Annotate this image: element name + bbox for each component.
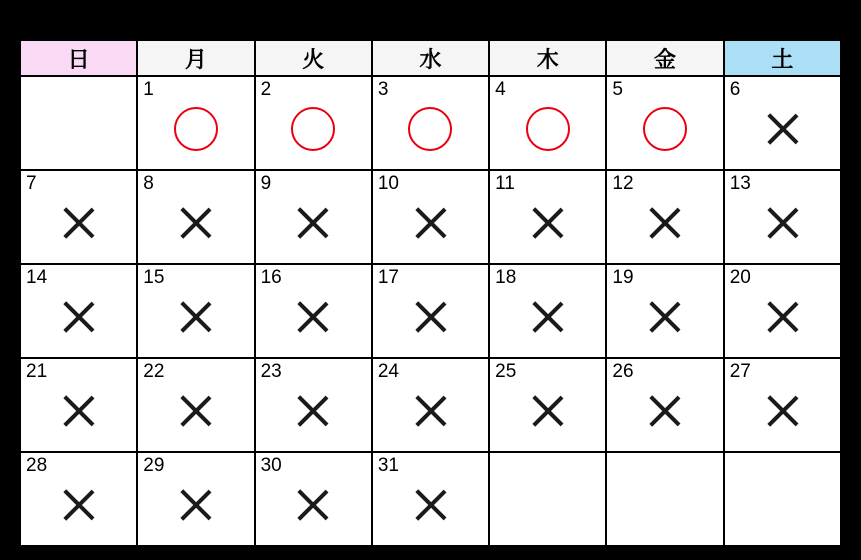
day-number: 19 <box>612 267 634 288</box>
calendar-day-cell[interactable] <box>255 76 372 170</box>
day-number: 28 <box>26 455 48 476</box>
weekday-header-6: 土 <box>724 40 841 76</box>
day-number: 14 <box>26 267 48 288</box>
day-mark <box>138 479 253 535</box>
day-mark <box>725 291 840 347</box>
circle-icon <box>526 107 570 151</box>
calendar-week-row <box>20 452 841 546</box>
calendar-day-cell[interactable] <box>137 452 254 546</box>
calendar-week-row <box>20 358 841 452</box>
day-mark <box>373 103 488 159</box>
cross-icon <box>760 295 804 339</box>
weekday-header-0: 日 <box>20 40 137 76</box>
calendar-day-cell[interactable] <box>372 358 489 452</box>
circle-icon <box>643 107 687 151</box>
day-mark <box>138 197 253 253</box>
calendar-table <box>19 39 842 547</box>
day-mark <box>490 103 605 159</box>
calendar-cell-empty <box>606 452 723 546</box>
cross-icon <box>526 295 570 339</box>
day-number: 23 <box>260 361 282 382</box>
cross-icon <box>57 201 101 245</box>
calendar-day-cell[interactable] <box>20 264 137 358</box>
cross-icon <box>526 201 570 245</box>
cross-icon <box>760 201 804 245</box>
calendar-container <box>19 39 842 547</box>
cross-icon <box>57 295 101 339</box>
cross-icon <box>643 201 687 245</box>
calendar-header-row <box>20 40 841 76</box>
day-mark <box>138 291 253 347</box>
calendar-day-cell[interactable] <box>137 358 254 452</box>
calendar-day-cell[interactable] <box>137 264 254 358</box>
cross-icon <box>408 389 452 433</box>
day-mark <box>138 385 253 441</box>
cross-icon <box>408 483 452 527</box>
calendar-cell-empty <box>724 452 841 546</box>
weekday-header-3: 水 <box>372 40 489 76</box>
day-number: 2 <box>260 79 272 100</box>
cross-icon <box>57 483 101 527</box>
calendar-day-cell[interactable] <box>255 264 372 358</box>
day-mark <box>21 385 136 441</box>
calendar-week-row <box>20 264 841 358</box>
circle-icon <box>291 107 335 151</box>
cross-icon <box>643 389 687 433</box>
day-number: 16 <box>260 267 282 288</box>
calendar-day-cell[interactable] <box>724 264 841 358</box>
day-number: 15 <box>143 267 165 288</box>
day-number: 13 <box>729 173 751 194</box>
cross-icon <box>760 107 804 151</box>
day-mark <box>256 479 371 535</box>
day-mark <box>373 479 488 535</box>
calendar-day-cell[interactable] <box>724 170 841 264</box>
day-mark <box>138 103 253 159</box>
day-number: 4 <box>495 79 506 100</box>
calendar-day-cell[interactable] <box>255 170 372 264</box>
cross-icon <box>291 201 335 245</box>
day-mark <box>373 197 488 253</box>
calendar-day-cell[interactable] <box>137 170 254 264</box>
day-number: 7 <box>26 173 37 194</box>
cross-icon <box>291 389 335 433</box>
day-number: 26 <box>612 361 634 382</box>
day-number: 20 <box>729 267 751 288</box>
day-number: 25 <box>495 361 517 382</box>
day-number: 12 <box>612 173 634 194</box>
day-number: 31 <box>377 455 399 476</box>
calendar-day-cell[interactable] <box>137 76 254 170</box>
day-mark <box>21 291 136 347</box>
day-number: 18 <box>495 267 517 288</box>
cross-icon <box>57 389 101 433</box>
calendar-day-cell[interactable] <box>606 76 723 170</box>
cross-icon <box>291 483 335 527</box>
day-mark <box>256 385 371 441</box>
cross-icon <box>643 295 687 339</box>
cross-icon <box>174 483 218 527</box>
cross-icon <box>291 295 335 339</box>
day-number: 27 <box>729 361 751 382</box>
day-mark <box>256 291 371 347</box>
day-number: 3 <box>377 79 389 100</box>
day-number: 10 <box>377 173 399 194</box>
calendar-day-cell[interactable] <box>489 358 606 452</box>
day-mark <box>725 103 840 159</box>
calendar-body <box>20 76 841 546</box>
day-number: 29 <box>143 455 165 476</box>
calendar-day-cell[interactable] <box>489 264 606 358</box>
calendar-day-cell[interactable] <box>489 76 606 170</box>
day-number: 6 <box>729 79 741 100</box>
calendar-cell-empty <box>20 76 137 170</box>
cross-icon <box>408 295 452 339</box>
day-mark <box>373 291 488 347</box>
calendar-day-cell[interactable] <box>372 170 489 264</box>
day-mark <box>256 103 371 159</box>
day-mark <box>725 385 840 441</box>
calendar-week-row <box>20 76 841 170</box>
day-number: 22 <box>143 361 165 382</box>
day-mark <box>607 385 722 441</box>
cross-icon <box>174 201 218 245</box>
weekday-header-1: 月 <box>137 40 254 76</box>
cross-icon <box>526 389 570 433</box>
day-mark <box>21 479 136 535</box>
calendar-day-cell[interactable] <box>255 452 372 546</box>
day-mark <box>21 197 136 253</box>
day-number: 11 <box>495 173 515 194</box>
calendar-day-cell[interactable] <box>606 264 723 358</box>
day-number: 5 <box>612 79 623 100</box>
cross-icon <box>174 389 218 433</box>
calendar-day-cell[interactable] <box>606 170 723 264</box>
day-mark <box>725 197 840 253</box>
day-number: 9 <box>260 173 272 194</box>
circle-icon <box>408 107 452 151</box>
circle-icon <box>174 107 218 151</box>
cross-icon <box>760 389 804 433</box>
day-number: 1 <box>143 79 154 100</box>
day-number: 8 <box>143 173 154 194</box>
calendar-cell-empty <box>489 452 606 546</box>
day-number: 24 <box>377 361 399 382</box>
day-mark <box>256 197 371 253</box>
calendar-day-cell[interactable] <box>606 358 723 452</box>
calendar-day-cell[interactable] <box>20 170 137 264</box>
calendar-day-cell[interactable] <box>20 452 137 546</box>
calendar-day-cell[interactable] <box>20 358 137 452</box>
day-number: 30 <box>260 455 282 476</box>
day-mark <box>607 197 722 253</box>
calendar-day-cell[interactable] <box>372 452 489 546</box>
day-mark <box>490 385 605 441</box>
calendar-day-cell[interactable] <box>372 76 489 170</box>
weekday-header-4: 木 <box>489 40 606 76</box>
weekday-header-5: 金 <box>606 40 723 76</box>
calendar-day-cell[interactable] <box>724 358 841 452</box>
day-mark <box>607 291 722 347</box>
weekday-header-2: 火 <box>255 40 372 76</box>
calendar-day-cell[interactable] <box>255 358 372 452</box>
calendar-day-cell[interactable] <box>372 264 489 358</box>
day-mark <box>490 197 605 253</box>
cross-icon <box>174 295 218 339</box>
day-mark <box>607 103 722 159</box>
day-mark <box>490 291 605 347</box>
calendar-week-row <box>20 170 841 264</box>
day-number: 21 <box>26 361 48 382</box>
calendar-day-cell[interactable] <box>489 170 606 264</box>
cross-icon <box>408 201 452 245</box>
day-mark <box>373 385 488 441</box>
calendar-day-cell[interactable] <box>724 76 841 170</box>
day-number: 17 <box>377 267 399 288</box>
